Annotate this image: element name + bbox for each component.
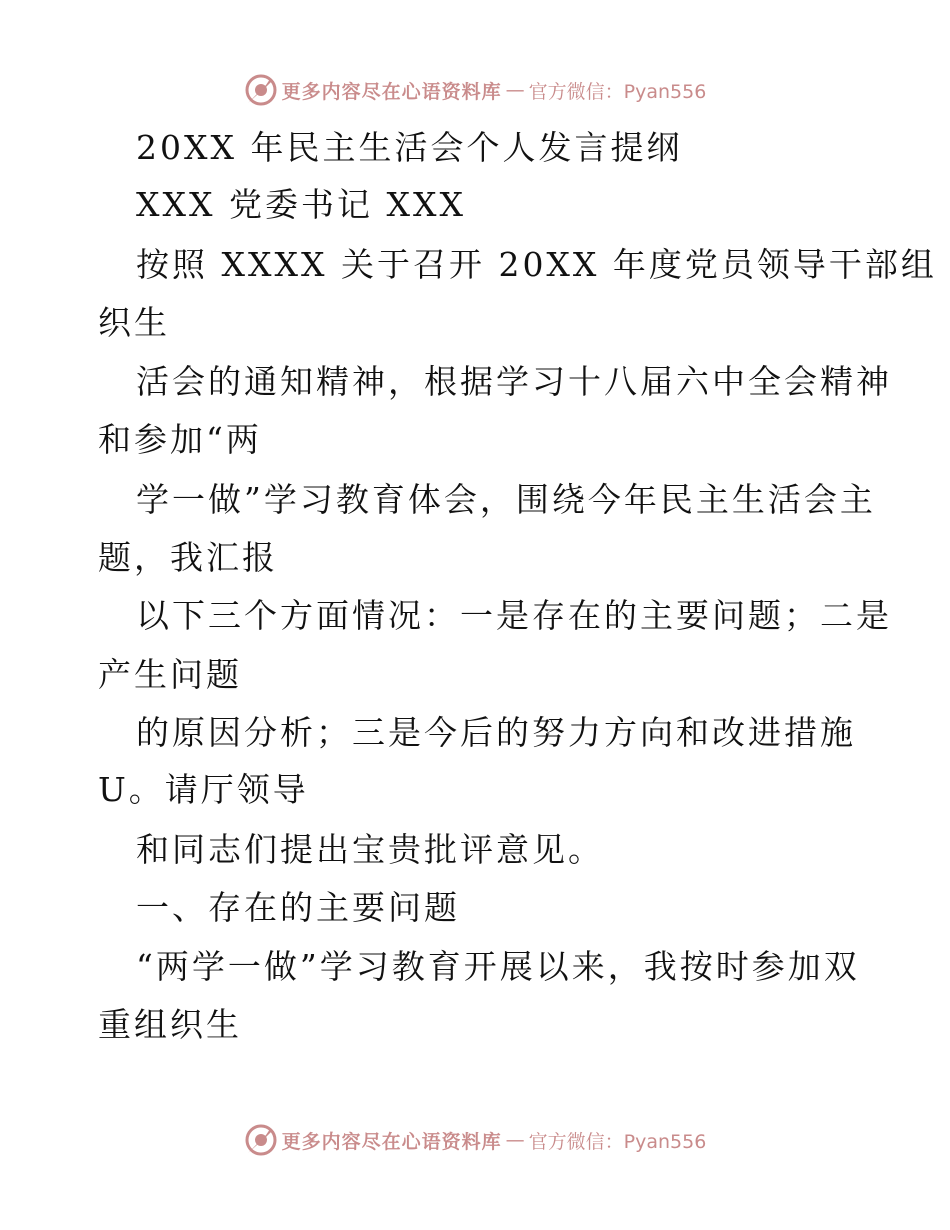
body-line: U。请厅领导 [98,770,309,809]
body-line: 学一做”学习教育体会，围绕今年民主生活会主 [136,480,876,519]
header-watermark [0,70,950,110]
body-line: 按照 XXXX 关于召开 20XX 年度党员领导干部组 [136,245,937,284]
author-line: XXX 党委书记 XXX [136,185,466,224]
watermark-text: 更多内容尽在心语资料库 [281,1130,502,1153]
body-line: 活会的通知精神，根据学习十八届六中全会精神 [136,362,892,401]
quill-logo-icon [244,73,278,107]
body-line: 和参加“两 [98,420,262,459]
body-line: 产生问题 [98,655,242,694]
body-line: “两学一做”学习教育开展以来，我按时参加双 [136,947,860,986]
section-heading: 一、存在的主要问题 [136,888,460,927]
body-line: 和同志们提出宝贵批评意见。 [136,830,604,869]
watermark-wechat: 官方微信：Pyan556 [528,1130,707,1153]
footer-watermark [0,1120,950,1160]
watermark-text: 更多内容尽在心语资料库 [281,80,502,103]
body-line: 重组织生 [98,1005,242,1044]
body-line: 织生 [98,303,170,342]
body-line: 题，我汇报 [98,538,278,577]
body-line: 的原因分析；三是今后的努力方向和改进措施 [136,713,856,752]
watermark-separator: — [505,79,525,101]
quill-logo-icon [244,1123,278,1157]
watermark-separator: — [505,1129,525,1151]
document-title: 20XX 年民主生活会个人发言提纲 [136,128,683,167]
body-line: 以下三个方面情况：一是存在的主要问题；二是 [136,596,892,635]
watermark-wechat: 官方微信：Pyan556 [528,80,707,103]
